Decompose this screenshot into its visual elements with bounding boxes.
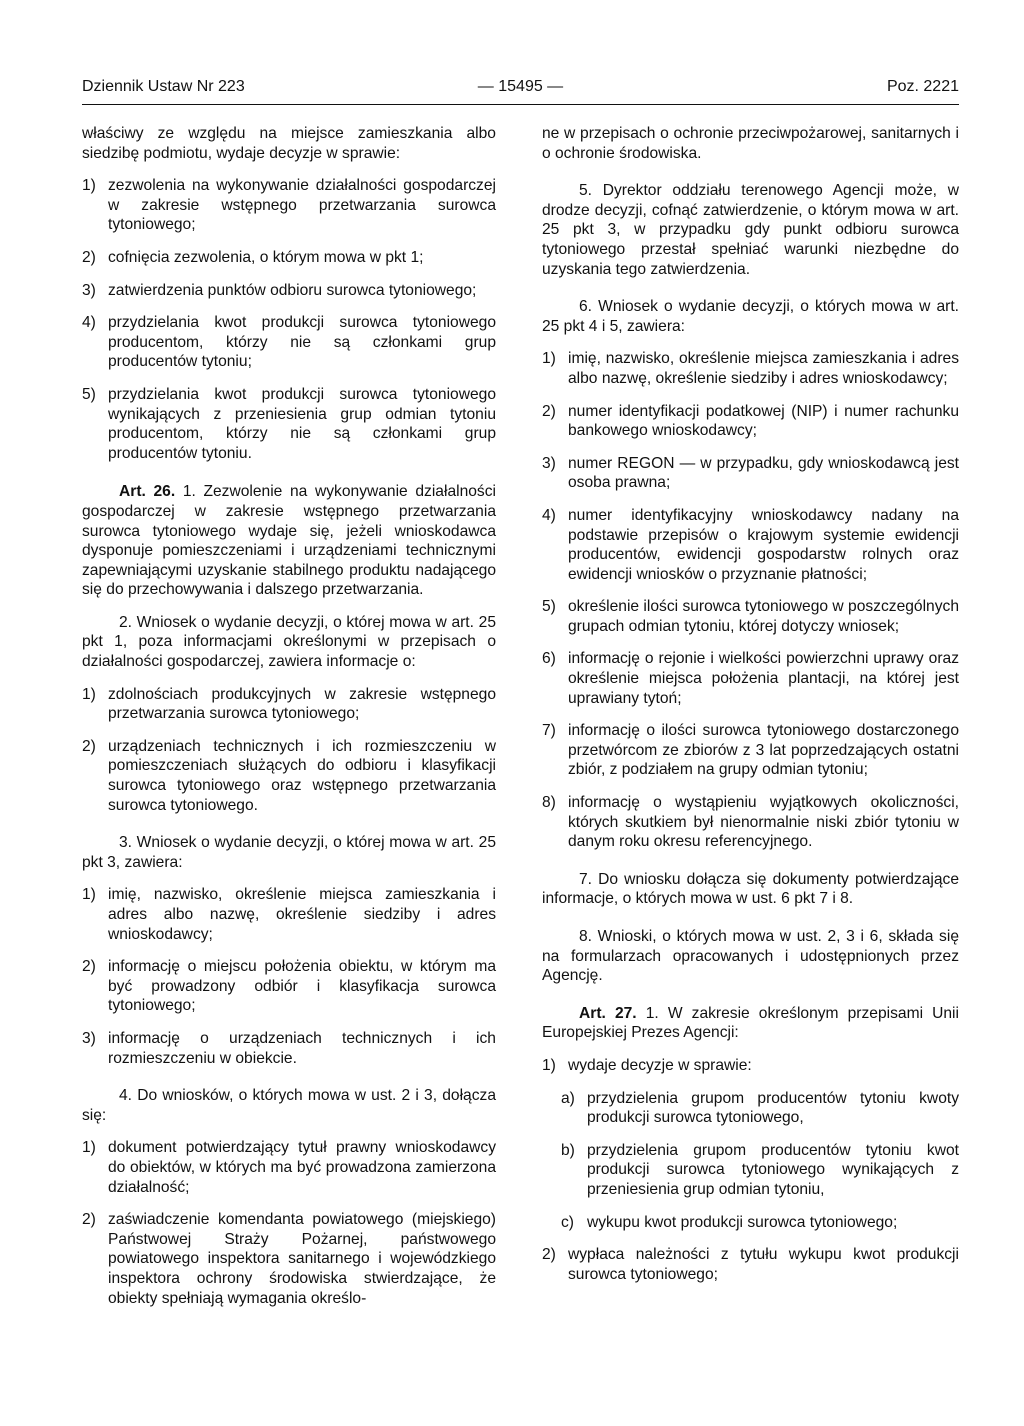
paragraph-2: 2. Wniosek o wydanie decyzji, o której mowa w art. 25 pkt 1, poza informacjami określonymi w przepisach o działalności gospodarczej, zawiera informacje o:: [82, 613, 496, 671]
paragraph-7: 7. Do wniosku dołącza się dokumenty potwierdzające informacje, o których mowa w ust. 6 pkt 7 i 8.: [542, 870, 959, 908]
list-item: 3) informację o urządzeniach technicznych i ich rozmieszczeniu w obiekcie.: [82, 1029, 496, 1067]
list-item: 1) zezwolenia na wykonywanie działalności gospodarczej w zakresie wstępnego przetwarzania surowca tytoniowego;: [82, 177, 496, 234]
list-item: 1) wydaje decyzje w sprawie:: [542, 1056, 752, 1074]
list-item: 2) informację o miejscu położenia obiektu, w którym ma być prowadzony odbiór i klasyfikacja surowca tytoniowego;: [82, 958, 496, 1015]
list-item: 5) przydzielania kwot produkcji surowca tytoniowego wynikających z przeniesienia grup odmian tytoniu producentom, którzy nie są członkami grup producentów tytoniu.: [82, 385, 496, 462]
list-item: 6) informację o rejonie i wielkości powierzchni uprawy oraz określenie miejsca położenia plantacji, na której jest uprawiany tytoń;: [542, 650, 959, 707]
intro-paragraph: właściwy ze względu na miejsce zamieszkania albo siedzibę podmiotu, wydaje decyzje w sprawie:: [82, 125, 496, 162]
sub-list-item: b) przydzielenia grupom producentów tytoniu kwot produkcji surowca tytoniowego wynikających z przeniesienia grup odmian tytoniu,: [561, 1141, 959, 1198]
sub-list-item: c) wykupu kwot produkcji surowca tytoniowego;: [561, 1213, 898, 1231]
list-item: 1) dokument potwierdzający tytuł prawny wnioskodawcy do obiektów, w których ma być prowadzona zamierzona działalność;: [82, 1139, 496, 1196]
list-item: 2) numer identyfikacji podatkowej (NIP) i numer rachunku bankowego wnioskodawcy;: [542, 402, 959, 440]
article-26: Art. 26. 1. Zezwolenie na wykonywanie działalności gospodarczej w zakresie wstępnego przetwarzania surowca tytoniowego wydaje się, jeżeli wnioskodawca dysponuje pomieszczeniami i urządzeniami technicznymi zapewniającymi uzyskanie stabilnego produktu nadającego się do przechowywania i dalszego przetwarzania.: [82, 483, 496, 599]
journal-title: Dziennik Ustaw Nr 223: [82, 78, 245, 95]
left-column: [82, 124, 496, 1321]
list-item: 2) urządzeniach technicznych i ich rozmieszczeniu w pomieszczeniach służących do odbioru i klasyfikacji surowca tytoniowego oraz wstępnego przetwarzania surowca tytoniowego.: [82, 737, 496, 814]
list-item: 7) informację o ilości surowca tytoniowego dostarczonego przetwórcom ze zbiorów z 3 lat poprzedzających ostatni zbiór, z podziałem na grupy odmian tytoniu;: [542, 722, 959, 779]
list-item: 2) wypłaca należności z tytułu wykupu kwot produkcji surowca tytoniowego;: [542, 1246, 959, 1283]
paragraph-6: 6. Wniosek o wydanie decyzji, o których mowa w art. 25 pkt 4 i 5, zawiera:: [542, 298, 959, 335]
list-item: 4) przydzielania kwot produkcji surowca tytoniowego producentom, którzy nie są członkami grup producentów tytoniu;: [82, 314, 496, 371]
paragraph-4: 4. Do wniosków, o których mowa w ust. 2 i 3, dołącza się:: [82, 1087, 496, 1124]
list-item: 1) zdolnościach produkcyjnych w zakresie wstępnego przetwarzania surowca tytoniowego;: [82, 685, 496, 723]
article-27: Art. 27. 1. W zakresie określonym przepisami Unii Europejskiej Prezes Agencji:: [542, 1004, 959, 1042]
right-column: [542, 124, 959, 1297]
paragraph-5: 5. Dyrektor oddziału terenowego Agencji może, w drodze decyzji, cofnąć zatwierdzenie, o którym mowa w art. 25 pkt 3, w przypadku gdy punkt odbioru surowca tytoniowego przestał spełniać warunki niezbędne do uzyskania tego zatwierdzenia.: [542, 182, 959, 278]
list-item: 1) imię, nazwisko, określenie miejsca zamieszkania i adres albo nazwę, określenie siedziby i adres wnioskodawcy;: [542, 350, 959, 387]
list-item: 4) numer identyfikacyjny wnioskodawcy nadany na podstawie przepisów o krajowym systemie ewidencji producentów, ewidencji gospodarstw rolnych oraz ewidencji wniosków o przyznanie płatności;: [542, 506, 959, 583]
list-item: 3) numer REGON — w przypadku, gdy wnioskodawcą jest osoba prawna;: [542, 454, 959, 492]
article-label: Art. 27.: [579, 1004, 637, 1022]
page-header: [82, 78, 959, 105]
list-item: 1) imię, nazwisko, określenie miejsca zamieszkania i adres albo nazwę, określenie siedziby i adres wnioskodawcy;: [82, 886, 496, 943]
position-number: Poz. 2221: [886, 78, 959, 95]
list-item: 8) informację o wystąpieniu wyjątkowych okoliczności, których skutkiem był nienormalnie niski zbiór tytoniu w danym roku okresu referencyjnego.: [542, 794, 959, 851]
paragraph-3: 3. Wniosek o wydanie decyzji, o której mowa w art. 25 pkt 3, zawiera:: [82, 834, 496, 871]
page-number: — 15495 —: [477, 78, 564, 95]
continuation-paragraph: ne w przepisach o ochronie przeciwpożarowej, sanitarnych i o ochronie środowiska.: [542, 125, 959, 162]
list-item: 5) określenie ilości surowca tytoniowego w poszczególnych grupach odmian tytoniu, której dotyczy wniosek;: [542, 598, 959, 635]
list-item: 2) zaświadczenie komendanta powiatowego (miejskiego) Państwowej Straży Pożarnej, państwowego powiatowego inspektora sanitarnego i wojewódzkiego inspektora ochrony środowiska stwierdzające, że obiekty spełniają wymagania określo-: [82, 1211, 496, 1307]
sub-list-item: a) przydzielenia grupom producentów tytoniu kwoty produkcji surowca tytoniowego,: [561, 1089, 959, 1127]
list-item: 2) cofnięcia zezwolenia, o którym mowa w pkt 1;: [82, 248, 424, 266]
list-item: 3) zatwierdzenia punktów odbioru surowca tytoniowego;: [82, 281, 477, 299]
paragraph-8: 8. Wnioski, o których mowa w ust. 2, 3 i 6, składa się na formularzach opracowanych i udostępnionych przez Agencję.: [542, 928, 959, 985]
article-label: Art. 26.: [119, 483, 176, 501]
